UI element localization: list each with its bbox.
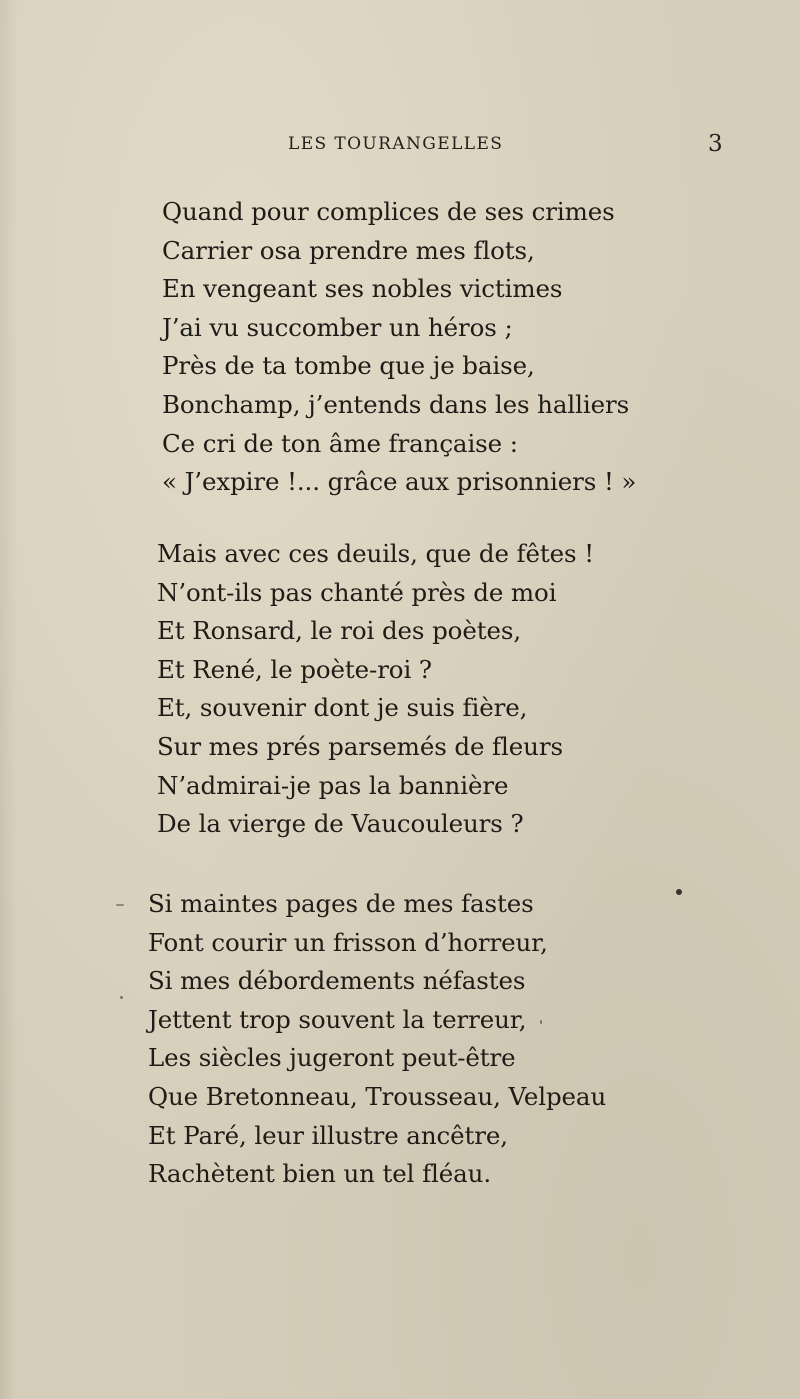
verse-line: N’ont-ils pas chanté près de moi — [157, 577, 557, 607]
verse-line: Près de ta tombe que je baise, — [162, 351, 535, 381]
paper-speck — [116, 904, 124, 906]
verse-line: Carrier osa prendre mes flots, — [162, 235, 535, 265]
verse-line: De la vierge de Vaucouleurs ? — [157, 809, 524, 839]
verse-line: Et Ronsard, le roi des poètes, — [157, 616, 522, 646]
verse-line: Et, souvenir dont je suis fière, — [157, 693, 528, 723]
verse-line: Si mes débordements néfastes — [148, 966, 526, 996]
verse-line: Quand pour complices de ses crimes — [162, 197, 615, 226]
verse-line: Et René, le poète-roi ? — [157, 654, 432, 684]
verse-line: J’ai vu succomber un héros ; — [162, 312, 513, 342]
verse-line: Jettent trop souvent la terreur, — [148, 1004, 527, 1034]
stanza-1 — [162, 193, 636, 502]
stanza-2 — [157, 535, 594, 844]
verse-line: Mais avec ces deuils, que de fêtes ! — [157, 539, 594, 568]
paper-speck — [540, 1020, 542, 1024]
verse-line: Que Bretonneau, Trousseau, Velpeau — [148, 1081, 607, 1111]
verse-line: Bonchamp, j’entends dans les halliers — [162, 389, 630, 419]
verse-line: Font courir un frisson d’horreur, — [148, 927, 548, 957]
verse-line: Et Paré, leur illustre ancêtre, — [148, 1120, 508, 1150]
stanza-3 — [148, 885, 606, 1194]
verse-line: Rachètent bien un tel fléau. — [148, 1159, 492, 1189]
verse-line: Si maintes pages de mes fastes — [148, 889, 534, 918]
paper-speck — [120, 996, 123, 999]
verse-line: Les siècles jugeront peut-être — [148, 1043, 516, 1073]
paper-speck — [676, 889, 682, 895]
verse-line: En vengeant ses nobles victimes — [162, 274, 563, 304]
verse-line: Sur mes prés parsemés de fleurs — [157, 731, 563, 761]
verse-line: « J’expire !... grâce aux prisonniers ! » — [162, 467, 637, 497]
verse-line: N’admirai-je pas la bannière — [157, 770, 509, 800]
running-title: LES TOURANGELLES — [288, 134, 504, 154]
verse-line: Ce cri de ton âme française : — [162, 428, 518, 458]
page-number: 3 — [708, 131, 723, 157]
